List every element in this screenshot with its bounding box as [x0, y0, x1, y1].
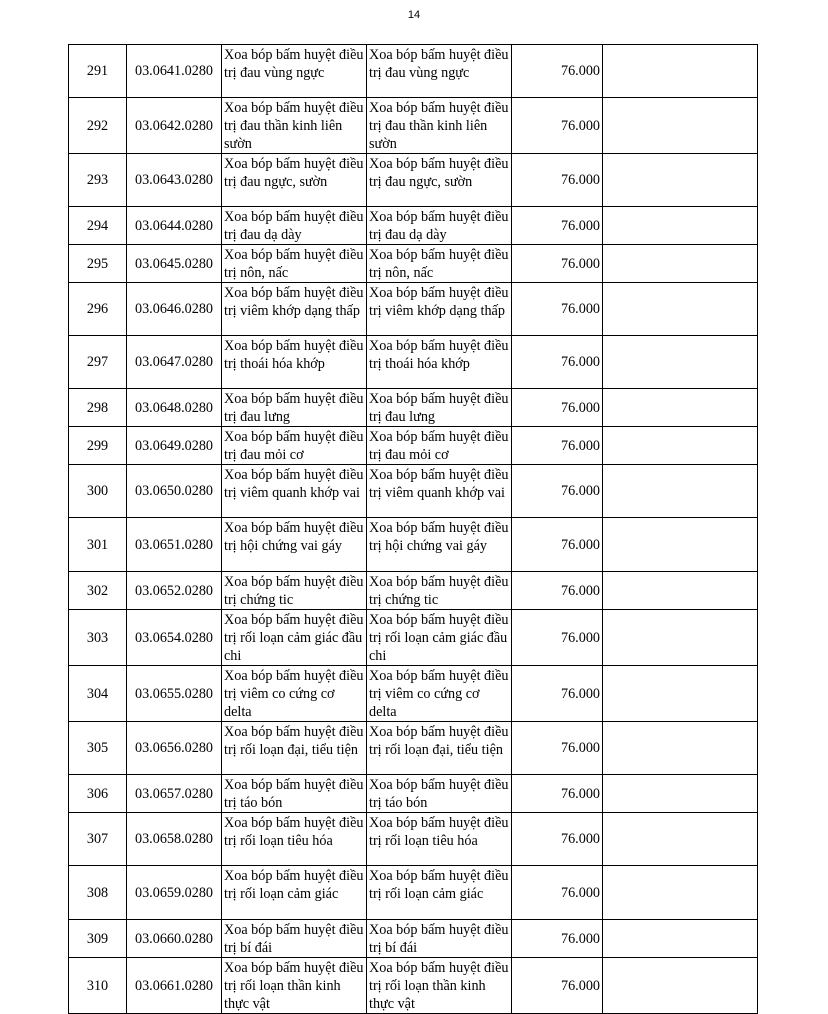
- row-number-cell: 310: [69, 958, 127, 1014]
- service-name-cell: Xoa bóp bấm huyệt điều trị rối loạn cảm giác đầu chi: [222, 610, 367, 666]
- service-name-cell: Xoa bóp bấm huyệt điều trị đau dạ dày: [222, 207, 367, 245]
- note-cell: [603, 283, 758, 336]
- price-cell: 76.000: [512, 610, 603, 666]
- price-cell: 76.000: [512, 389, 603, 427]
- service-name-cell: Xoa bóp bấm huyệt điều trị rối loạn tiêu hóa: [222, 813, 367, 866]
- service-code-cell: 03.0656.0280: [127, 722, 222, 775]
- row-number-cell: 295: [69, 245, 127, 283]
- approved-name-cell: Xoa bóp bấm huyệt điều trị đau ngực, sườn: [367, 154, 512, 207]
- service-code-cell: 03.0654.0280: [127, 610, 222, 666]
- note-cell: [603, 920, 758, 958]
- row-number-cell: 297: [69, 336, 127, 389]
- approved-name-cell: Xoa bóp bấm huyệt điều trị rối loạn đại, tiểu tiện: [367, 722, 512, 775]
- row-number-cell: 299: [69, 427, 127, 465]
- service-name-cell: Xoa bóp bấm huyệt điều trị viêm khớp dạng thấp: [222, 283, 367, 336]
- service-name-cell: Xoa bóp bấm huyệt điều trị đau thần kinh liên sườn: [222, 98, 367, 154]
- service-code-cell: 03.0641.0280: [127, 45, 222, 98]
- service-code-cell: 03.0661.0280: [127, 958, 222, 1014]
- service-name-cell: Xoa bóp bấm huyệt điều trị đau mỏi cơ: [222, 427, 367, 465]
- table-row: [69, 722, 758, 775]
- note-cell: [603, 98, 758, 154]
- table-row: [69, 336, 758, 389]
- approved-name-cell: Xoa bóp bấm huyệt điều trị rối loạn cảm giác: [367, 866, 512, 920]
- note-cell: [603, 958, 758, 1014]
- row-number-cell: 296: [69, 283, 127, 336]
- service-name-cell: Xoa bóp bấm huyệt điều trị đau lưng: [222, 389, 367, 427]
- table-row: [69, 154, 758, 207]
- row-number-cell: 302: [69, 572, 127, 610]
- service-price-table: [68, 44, 758, 1014]
- price-cell: 76.000: [512, 154, 603, 207]
- price-cell: 76.000: [512, 283, 603, 336]
- table-row: [69, 465, 758, 518]
- price-cell: 76.000: [512, 666, 603, 722]
- price-cell: 76.000: [512, 813, 603, 866]
- approved-name-cell: Xoa bóp bấm huyệt điều trị hội chứng vai gáy: [367, 518, 512, 572]
- table-row: [69, 813, 758, 866]
- row-number-cell: 301: [69, 518, 127, 572]
- note-cell: [603, 572, 758, 610]
- note-cell: [603, 45, 758, 98]
- price-cell: 76.000: [512, 920, 603, 958]
- service-code-cell: 03.0645.0280: [127, 245, 222, 283]
- approved-name-cell: Xoa bóp bấm huyệt điều trị viêm quanh khớp vai: [367, 465, 512, 518]
- approved-name-cell: Xoa bóp bấm huyệt điều trị đau thần kinh liên sườn: [367, 98, 512, 154]
- row-number-cell: 293: [69, 154, 127, 207]
- approved-name-cell: Xoa bóp bấm huyệt điều trị thoái hóa khớp: [367, 336, 512, 389]
- table-row: [69, 866, 758, 920]
- service-code-cell: 03.0655.0280: [127, 666, 222, 722]
- approved-name-cell: Xoa bóp bấm huyệt điều trị rối loạn cảm giác đầu chi: [367, 610, 512, 666]
- note-cell: [603, 666, 758, 722]
- table-row: [69, 610, 758, 666]
- service-name-cell: Xoa bóp bấm huyệt điều trị hội chứng vai gáy: [222, 518, 367, 572]
- row-number-cell: 306: [69, 775, 127, 813]
- note-cell: [603, 245, 758, 283]
- approved-name-cell: Xoa bóp bấm huyệt điều trị nôn, nấc: [367, 245, 512, 283]
- service-code-cell: 03.0646.0280: [127, 283, 222, 336]
- price-cell: 76.000: [512, 336, 603, 389]
- service-code-cell: 03.0652.0280: [127, 572, 222, 610]
- service-code-cell: 03.0648.0280: [127, 389, 222, 427]
- row-number-cell: 300: [69, 465, 127, 518]
- table-row: [69, 572, 758, 610]
- price-cell: 76.000: [512, 775, 603, 813]
- table-row: [69, 427, 758, 465]
- price-cell: 76.000: [512, 518, 603, 572]
- approved-name-cell: Xoa bóp bấm huyệt điều trị chứng tic: [367, 572, 512, 610]
- service-code-cell: 03.0650.0280: [127, 465, 222, 518]
- price-cell: 76.000: [512, 427, 603, 465]
- service-name-cell: Xoa bóp bấm huyệt điều trị viêm co cứng cơ delta: [222, 666, 367, 722]
- price-cell: 76.000: [512, 45, 603, 98]
- approved-name-cell: Xoa bóp bấm huyệt điều trị viêm khớp dạng thấp: [367, 283, 512, 336]
- note-cell: [603, 775, 758, 813]
- service-name-cell: Xoa bóp bấm huyệt điều trị nôn, nấc: [222, 245, 367, 283]
- price-cell: 76.000: [512, 572, 603, 610]
- service-code-cell: 03.0642.0280: [127, 98, 222, 154]
- service-code-cell: 03.0647.0280: [127, 336, 222, 389]
- row-number-cell: 304: [69, 666, 127, 722]
- row-number-cell: 291: [69, 45, 127, 98]
- price-cell: 76.000: [512, 98, 603, 154]
- service-code-cell: 03.0659.0280: [127, 866, 222, 920]
- price-cell: 76.000: [512, 958, 603, 1014]
- approved-name-cell: Xoa bóp bấm huyệt điều trị đau vùng ngực: [367, 45, 512, 98]
- table-row: [69, 45, 758, 98]
- service-code-cell: 03.0649.0280: [127, 427, 222, 465]
- table-row: [69, 518, 758, 572]
- price-cell: 76.000: [512, 866, 603, 920]
- note-cell: [603, 813, 758, 866]
- note-cell: [603, 427, 758, 465]
- table-row: [69, 207, 758, 245]
- service-name-cell: Xoa bóp bấm huyệt điều trị rối loạn thần kinh thực vật: [222, 958, 367, 1014]
- service-code-cell: 03.0644.0280: [127, 207, 222, 245]
- table-body: [69, 45, 758, 1014]
- note-cell: [603, 389, 758, 427]
- note-cell: [603, 866, 758, 920]
- row-number-cell: 308: [69, 866, 127, 920]
- approved-name-cell: Xoa bóp bấm huyệt điều trị đau mỏi cơ: [367, 427, 512, 465]
- row-number-cell: 303: [69, 610, 127, 666]
- service-code-cell: 03.0657.0280: [127, 775, 222, 813]
- approved-name-cell: Xoa bóp bấm huyệt điều trị viêm co cứng cơ delta: [367, 666, 512, 722]
- note-cell: [603, 336, 758, 389]
- table-row: [69, 98, 758, 154]
- approved-name-cell: Xoa bóp bấm huyệt điều trị táo bón: [367, 775, 512, 813]
- service-name-cell: Xoa bóp bấm huyệt điều trị đau vùng ngực: [222, 45, 367, 98]
- service-name-cell: Xoa bóp bấm huyệt điều trị rối loạn cảm giác: [222, 866, 367, 920]
- service-name-cell: Xoa bóp bấm huyệt điều trị viêm quanh khớp vai: [222, 465, 367, 518]
- service-name-cell: Xoa bóp bấm huyệt điều trị rối loạn đại, tiểu tiện: [222, 722, 367, 775]
- service-code-cell: 03.0651.0280: [127, 518, 222, 572]
- service-name-cell: Xoa bóp bấm huyệt điều trị thoái hóa khớp: [222, 336, 367, 389]
- row-number-cell: 307: [69, 813, 127, 866]
- row-number-cell: 294: [69, 207, 127, 245]
- service-name-cell: Xoa bóp bấm huyệt điều trị đau ngực, sườn: [222, 154, 367, 207]
- approved-name-cell: Xoa bóp bấm huyệt điều trị rối loạn thần kinh thực vật: [367, 958, 512, 1014]
- price-cell: 76.000: [512, 207, 603, 245]
- approved-name-cell: Xoa bóp bấm huyệt điều trị đau lưng: [367, 389, 512, 427]
- row-number-cell: 298: [69, 389, 127, 427]
- service-code-cell: 03.0643.0280: [127, 154, 222, 207]
- note-cell: [603, 207, 758, 245]
- note-cell: [603, 518, 758, 572]
- table-row: [69, 283, 758, 336]
- row-number-cell: 292: [69, 98, 127, 154]
- service-name-cell: Xoa bóp bấm huyệt điều trị bí đái: [222, 920, 367, 958]
- service-code-cell: 03.0658.0280: [127, 813, 222, 866]
- page-number: 14: [407, 9, 421, 21]
- approved-name-cell: Xoa bóp bấm huyệt điều trị rối loạn tiêu hóa: [367, 813, 512, 866]
- table-row: [69, 389, 758, 427]
- row-number-cell: 305: [69, 722, 127, 775]
- table-row: [69, 775, 758, 813]
- approved-name-cell: Xoa bóp bấm huyệt điều trị đau dạ dày: [367, 207, 512, 245]
- table-row: [69, 666, 758, 722]
- price-cell: 76.000: [512, 722, 603, 775]
- note-cell: [603, 465, 758, 518]
- price-cell: 76.000: [512, 465, 603, 518]
- row-number-cell: 309: [69, 920, 127, 958]
- note-cell: [603, 154, 758, 207]
- service-name-cell: Xoa bóp bấm huyệt điều trị táo bón: [222, 775, 367, 813]
- price-cell: 76.000: [512, 245, 603, 283]
- table-row: [69, 920, 758, 958]
- approved-name-cell: Xoa bóp bấm huyệt điều trị bí đái: [367, 920, 512, 958]
- service-name-cell: Xoa bóp bấm huyệt điều trị chứng tic: [222, 572, 367, 610]
- service-code-cell: 03.0660.0280: [127, 920, 222, 958]
- note-cell: [603, 610, 758, 666]
- note-cell: [603, 722, 758, 775]
- table-row: [69, 958, 758, 1014]
- table-row: [69, 245, 758, 283]
